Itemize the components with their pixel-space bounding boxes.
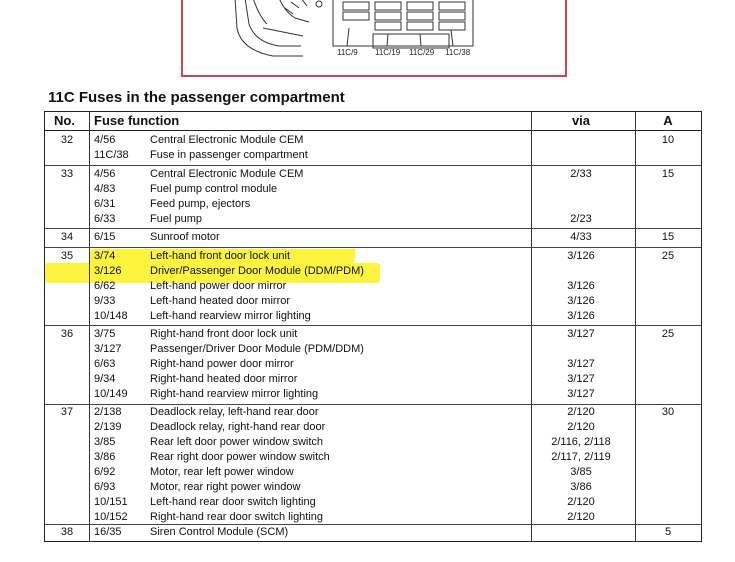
table-row (45, 451, 701, 466)
position: 10/152 (94, 511, 128, 523)
position: 10/149 (94, 388, 128, 400)
fuse-number: 34 (60, 231, 74, 243)
fuse-function: Siren Control Module (SCM) (150, 526, 289, 538)
row-divider (45, 325, 701, 326)
table-header (45, 112, 701, 131)
table-row (45, 436, 701, 451)
position: 3/75 (94, 328, 116, 340)
fuse-amperage: 25 (661, 250, 675, 262)
table-row (45, 358, 701, 373)
via: 2/120 (567, 421, 595, 433)
fuse-function: Driver/Passenger Door Module (DDM/PDM) (150, 265, 364, 277)
table-row (45, 168, 701, 183)
fuse-function: Deadlock relay, right-hand rear door (150, 421, 326, 433)
table-row (45, 198, 701, 213)
position: 4/56 (94, 168, 116, 180)
position: 6/92 (94, 466, 116, 478)
fuse-table (44, 111, 702, 542)
fuse-box-drawing (183, 0, 565, 75)
fuse-function: Central Electronic Module CEM (150, 168, 304, 180)
via: 2/23 (570, 213, 592, 225)
fuse-function: Left-hand power door mirror (150, 280, 287, 292)
fuse-function: Central Electronic Module CEM (150, 134, 304, 146)
via: 2/116, 2/118 (551, 436, 611, 448)
header-via: via (571, 113, 591, 128)
position: 2/139 (94, 421, 122, 433)
position: 16/35 (94, 526, 122, 538)
fuse-function: Fuel pump control module (150, 183, 278, 195)
via: 3/126 (567, 250, 595, 262)
via: 3/85 (570, 466, 592, 478)
position: 11C/38 (94, 149, 129, 161)
fuse-function: Fuel pump (150, 213, 202, 225)
position: 3/127 (94, 343, 122, 355)
fuse-function: Rear left door power window switch (150, 436, 324, 448)
table-row (45, 149, 701, 164)
position: 6/15 (94, 231, 116, 243)
diagram-label-11c38: 11C/38 (445, 48, 471, 57)
position: 3/86 (94, 451, 116, 463)
table-row (45, 496, 701, 511)
fuse-number: 33 (60, 168, 74, 180)
header-no: No. (54, 113, 75, 128)
via: 3/126 (567, 310, 595, 322)
table-row (45, 280, 701, 295)
row-divider (45, 524, 701, 525)
table-row (45, 250, 701, 265)
fuse-function: Sunroof motor (150, 231, 220, 243)
fuse-function: Right-hand rearview mirror lighting (150, 388, 319, 400)
via: 2/117, 2/119 (551, 451, 611, 463)
table-row (45, 388, 701, 403)
position: 6/62 (94, 280, 116, 292)
fuse-function: Motor, rear right power window (150, 481, 301, 493)
via: 2/120 (567, 406, 595, 418)
via: 4/33 (570, 231, 592, 243)
position: 6/63 (94, 358, 116, 370)
fuse-function: Right-hand heated door mirror (150, 373, 298, 385)
table-row (45, 310, 701, 325)
fuse-function: Right-hand power door mirror (150, 358, 294, 370)
table-row (45, 295, 701, 310)
via: 3/127 (567, 373, 595, 385)
diagram-label-11c19: 11C/19 (375, 48, 401, 57)
table-row (45, 466, 701, 481)
table-row (45, 213, 701, 228)
header-amp: A (663, 113, 673, 128)
fuse-amperage: 5 (664, 526, 672, 538)
via: 2/120 (567, 511, 595, 523)
table-row (45, 265, 701, 280)
fuse-function: Left-hand heated door mirror (150, 295, 291, 307)
fuse-function: Left-hand front door lock unit (150, 250, 291, 262)
position: 9/33 (94, 295, 116, 307)
table-row (45, 481, 701, 496)
fuse-number: 35 (60, 250, 74, 262)
table-row (45, 343, 701, 358)
position: 9/34 (94, 373, 116, 385)
fuse-amperage: 15 (661, 231, 675, 243)
fuse-amperage: 25 (661, 328, 675, 340)
diagram-label-11c9: 11C/9 (337, 48, 358, 57)
table-row (45, 373, 701, 388)
fuse-function: Rear right door power window switch (150, 451, 330, 463)
via: 3/126 (567, 280, 595, 292)
position: 4/56 (94, 134, 116, 146)
position: 6/33 (94, 213, 116, 225)
position: 3/85 (94, 436, 116, 448)
fuse-number: 36 (60, 328, 74, 340)
fuse-number: 32 (60, 134, 74, 146)
fuse-function: Right-hand rear door switch lighting (150, 511, 324, 523)
table-row (45, 406, 701, 421)
fuse-function: Passenger/Driver Door Module (PDM/DDM) (150, 343, 364, 355)
via: 2/33 (570, 168, 592, 180)
fuse-number: 38 (60, 526, 74, 538)
position: 3/74 (94, 250, 116, 262)
section-title: 11C Fuses in the passenger compartment (48, 89, 345, 106)
row-divider (45, 247, 701, 248)
position: 10/148 (94, 310, 128, 322)
row-divider (45, 165, 701, 166)
fuse-function: Feed pump, ejectors (150, 198, 251, 210)
position: 10/151 (94, 496, 128, 508)
table-row (45, 183, 701, 198)
fuse-function: Left-hand rearview mirror lighting (150, 310, 311, 322)
fuse-function: Motor, rear left power window (150, 466, 294, 478)
position: 3/126 (94, 265, 122, 277)
header-function: Fuse function (94, 113, 180, 128)
via: 3/127 (567, 358, 595, 370)
via: 3/126 (567, 295, 595, 307)
fuse-amperage: 10 (661, 134, 675, 146)
fuse-function: Fuse in passenger compartment (150, 149, 308, 161)
table-row (45, 526, 701, 541)
fuse-amperage: 30 (661, 406, 675, 418)
row-divider (45, 404, 701, 405)
via: 3/127 (567, 388, 595, 400)
via: 3/127 (567, 328, 595, 340)
row-divider (45, 228, 701, 229)
position: 6/31 (94, 198, 116, 210)
table-row (45, 231, 701, 246)
diagram-label-11c29: 11C/29 (409, 48, 435, 57)
table-row (45, 421, 701, 436)
table-row (45, 134, 701, 149)
fuse-number: 37 (60, 406, 74, 418)
fuse-box-diagram (181, 0, 567, 77)
position: 6/93 (94, 481, 116, 493)
via: 3/86 (570, 481, 592, 493)
fuse-function: Left-hand rear door switch lighting (150, 496, 316, 508)
via: 2/120 (567, 496, 595, 508)
table-row (45, 328, 701, 343)
position: 4/83 (94, 183, 116, 195)
fuse-amperage: 15 (661, 168, 675, 180)
fuse-function: Deadlock relay, left-hand rear door (150, 406, 319, 418)
position: 2/138 (94, 406, 122, 418)
fuse-function: Right-hand front door lock unit (150, 328, 298, 340)
